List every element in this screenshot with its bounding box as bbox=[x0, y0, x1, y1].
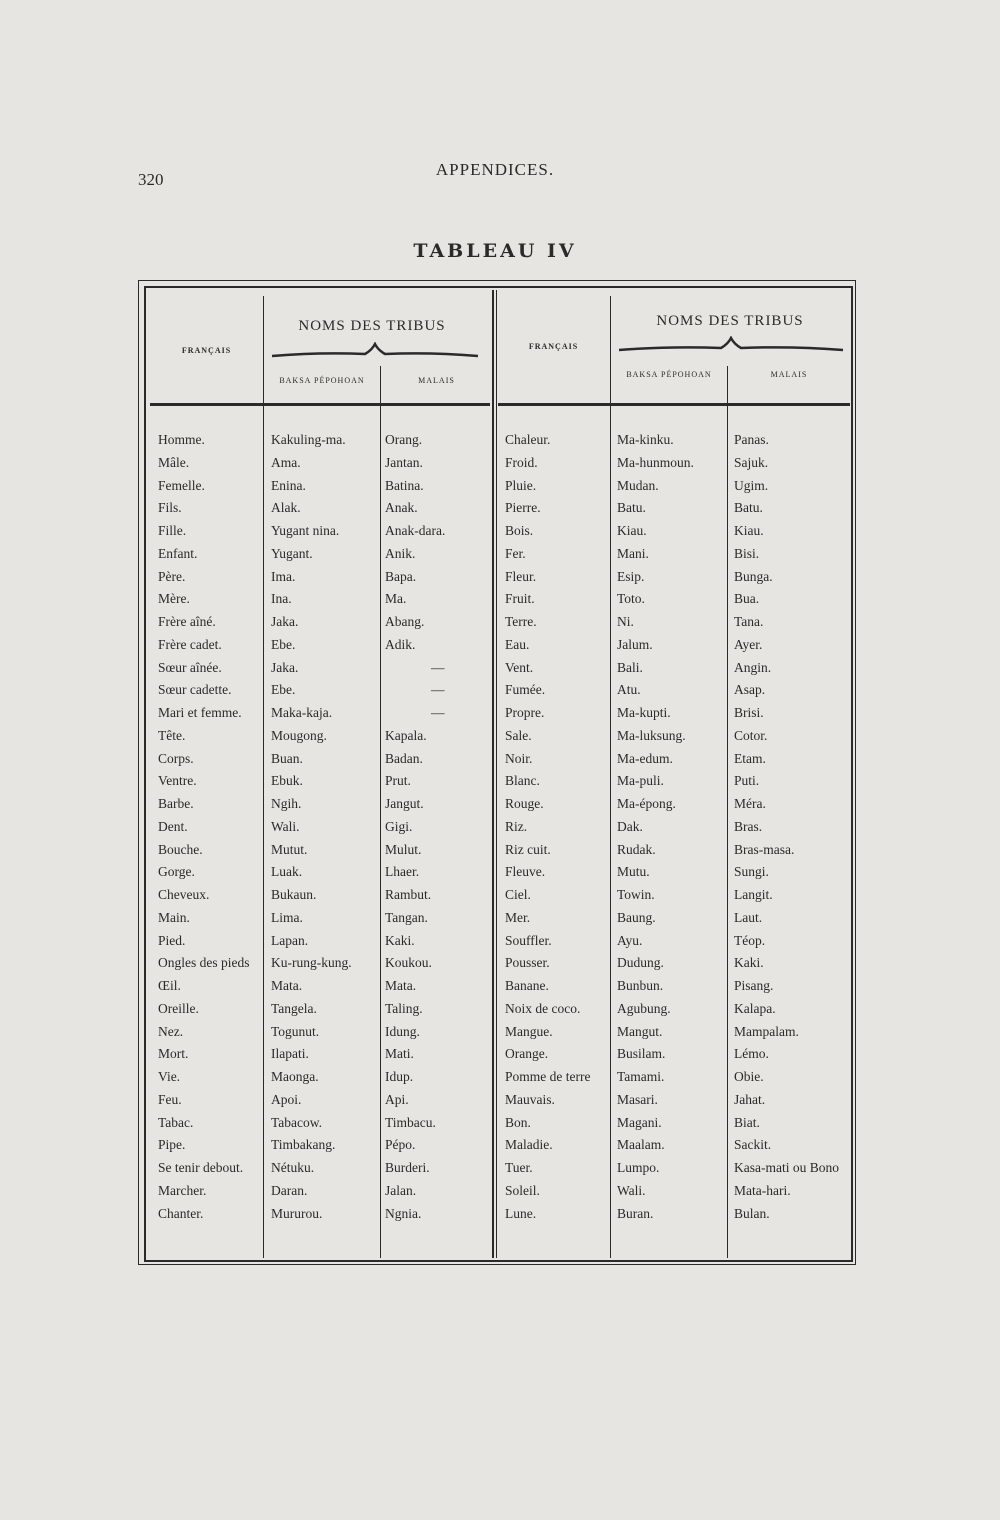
table-cell: Kalapa. bbox=[734, 1000, 776, 1016]
table-cell: Enfant. bbox=[158, 545, 198, 561]
table-cell: Mougong. bbox=[271, 727, 327, 743]
table-cell: Tamami. bbox=[617, 1069, 665, 1084]
table-cell: Cotor. bbox=[734, 727, 768, 743]
table-cell: Bunbun. bbox=[617, 978, 664, 993]
table-cell: Souffler. bbox=[505, 932, 552, 948]
table-cell: Luak. bbox=[271, 864, 303, 880]
table-cell: Bisi. bbox=[734, 545, 760, 561]
table-cell: Biat. bbox=[734, 1114, 760, 1130]
header-rule-right bbox=[498, 403, 850, 406]
table-cell: Burderi. bbox=[385, 1160, 430, 1175]
table-cell: Maladie. bbox=[505, 1137, 553, 1153]
table-cell: Esip. bbox=[617, 568, 645, 584]
table-cell: Idung. bbox=[385, 1023, 420, 1039]
table-cell: Ma-épong. bbox=[617, 796, 676, 811]
table-cell: Ciel. bbox=[505, 887, 531, 902]
table-cell: Kaki. bbox=[734, 955, 764, 971]
table-cell: Timbakang. bbox=[271, 1137, 336, 1153]
table-cell: Ma. bbox=[385, 591, 407, 607]
header-malais-left: MALAIS bbox=[418, 376, 455, 385]
table-cell: Frère cadet. bbox=[158, 636, 222, 652]
table-cell: Eau. bbox=[505, 636, 530, 652]
column-rule bbox=[610, 296, 611, 1258]
table-cell: Tabac. bbox=[158, 1114, 194, 1130]
table-cell: — bbox=[431, 659, 445, 675]
table-cell: Pluie. bbox=[505, 477, 537, 493]
table-cell: Fumée. bbox=[505, 682, 546, 698]
table-cell: Tana. bbox=[734, 614, 764, 629]
table-cell: Anak. bbox=[385, 500, 418, 516]
table-cell: Bulan. bbox=[734, 1205, 770, 1221]
table-cell: Rouge. bbox=[505, 796, 544, 811]
table-cell: Dent. bbox=[158, 818, 188, 834]
header-francais-right: FRANÇAIS bbox=[528, 342, 579, 351]
table-cell: Koukou. bbox=[385, 955, 432, 971]
column-malais-right bbox=[734, 429, 839, 1225]
table-cell: Asap. bbox=[734, 682, 766, 698]
header-brace-left bbox=[270, 342, 480, 360]
table-cell: Batu. bbox=[734, 500, 763, 516]
table-cell: Cheveux. bbox=[158, 887, 210, 902]
table-cell: Orang. bbox=[385, 432, 423, 447]
table-cell: Ni. bbox=[617, 614, 634, 629]
table-cell: Main. bbox=[158, 909, 190, 925]
table-cell: Nétuku. bbox=[271, 1160, 315, 1175]
column-francais-left bbox=[158, 429, 250, 1225]
table-cell: Frère aîné. bbox=[158, 614, 216, 629]
table-cell: Ma-edum. bbox=[617, 750, 673, 766]
table-cell: Adik. bbox=[385, 636, 416, 652]
table-cell: Mulut. bbox=[385, 841, 422, 857]
table-cell: Timbacu. bbox=[385, 1114, 436, 1130]
table-cell: Alak. bbox=[271, 500, 301, 516]
column-rule bbox=[263, 296, 264, 1258]
table-cell: Vie. bbox=[158, 1069, 181, 1084]
table-cell: Froid. bbox=[505, 454, 538, 470]
table-cell: Togunut. bbox=[271, 1023, 320, 1039]
table-cell: Vent. bbox=[505, 659, 534, 675]
table-cell: Pousser. bbox=[505, 955, 550, 971]
table-cell: Terre. bbox=[505, 614, 537, 629]
table-cell: Badan. bbox=[385, 750, 423, 766]
table-cell: Femelle. bbox=[158, 477, 205, 493]
table-cell: Jaka. bbox=[271, 659, 299, 675]
table-cell: Tête. bbox=[158, 727, 186, 743]
table-cell: Enina. bbox=[271, 477, 306, 493]
table-cell: Fils. bbox=[158, 500, 182, 516]
table-cell: Mata. bbox=[385, 978, 417, 993]
table-cell: Blanc. bbox=[505, 773, 540, 789]
table-cell: Lumpo. bbox=[617, 1160, 660, 1175]
table-cell: Homme. bbox=[158, 432, 205, 447]
table-cell: Jalan. bbox=[385, 1182, 417, 1198]
table-cell: Tuer. bbox=[505, 1160, 533, 1175]
table-cell: Se tenir debout. bbox=[158, 1160, 244, 1175]
header-brace-right bbox=[617, 336, 845, 354]
table-cell: Ama. bbox=[271, 454, 301, 470]
table-cell: Mort. bbox=[158, 1046, 189, 1062]
table-cell: Ngih. bbox=[271, 796, 302, 811]
table-cell: Ebe. bbox=[271, 636, 296, 652]
table-cell: Sale. bbox=[505, 727, 532, 743]
table-cell: Mampalam. bbox=[734, 1023, 799, 1039]
running-head: APPENDICES. bbox=[435, 160, 555, 179]
header-baksa-right: BAKSA PÉPOHOAN bbox=[626, 370, 712, 379]
table-cell: Wali. bbox=[617, 1182, 646, 1198]
table-cell: Toto. bbox=[617, 591, 645, 607]
table-cell: Mani. bbox=[617, 545, 649, 561]
header-noms-right: NOMS DES TRIBUS bbox=[656, 313, 804, 329]
table-cell: Ilapati. bbox=[271, 1046, 309, 1062]
table-cell: Batina. bbox=[385, 477, 424, 493]
table-cell: Puti. bbox=[734, 773, 760, 789]
table-cell: Ventre. bbox=[158, 773, 197, 789]
table-cell: Lune. bbox=[505, 1205, 537, 1221]
table-cell: Baung. bbox=[617, 909, 656, 925]
table-cell: Orange. bbox=[505, 1046, 549, 1062]
table-cell: Api. bbox=[385, 1091, 409, 1107]
table-cell: Mangut. bbox=[617, 1023, 663, 1039]
table-cell: Obie. bbox=[734, 1069, 764, 1084]
table-cell: Jaka. bbox=[271, 614, 299, 629]
table-cell: Jahat. bbox=[734, 1091, 766, 1107]
table-cell: Bois. bbox=[505, 523, 534, 538]
table-cell: Masari. bbox=[617, 1091, 658, 1107]
table-cell: Kiau. bbox=[734, 523, 764, 538]
table-cell: Anak-dara. bbox=[385, 523, 446, 538]
table-cell: Noix de coco. bbox=[505, 1000, 581, 1016]
table-cell: Ebe. bbox=[271, 682, 296, 698]
table-cell: Busilam. bbox=[617, 1046, 666, 1062]
table-cell: Langit. bbox=[734, 887, 773, 902]
table-cell: Riz cuit. bbox=[505, 841, 551, 857]
table-cell: Mururou. bbox=[271, 1205, 323, 1221]
table-cell: Yugant nina. bbox=[271, 523, 340, 538]
table-cell: — bbox=[431, 682, 445, 698]
table-cell: Sackit. bbox=[734, 1137, 772, 1153]
table-cell: Pied. bbox=[158, 932, 186, 948]
table-cell: Noir. bbox=[505, 750, 533, 766]
table-cell: Prut. bbox=[385, 773, 411, 789]
table-cell: Ku-rung-kung. bbox=[271, 955, 352, 971]
column-rule bbox=[380, 366, 381, 1258]
table-cell: Idup. bbox=[385, 1069, 414, 1084]
table-cell: Feu. bbox=[158, 1091, 182, 1107]
table-cell: Bali. bbox=[617, 659, 643, 675]
table-cell: Soleil. bbox=[505, 1182, 540, 1198]
table-cell: Chaleur. bbox=[505, 432, 551, 447]
table-cell: Jalum. bbox=[617, 636, 653, 652]
header-baksa-left: BAKSA PÉPOHOAN bbox=[279, 376, 365, 385]
table-cell: Fleur. bbox=[505, 568, 537, 584]
table-cell: Bon. bbox=[505, 1114, 531, 1130]
table-cell: Nez. bbox=[158, 1023, 184, 1039]
table-cell: Lima. bbox=[271, 909, 303, 925]
table-cell: Sajuk. bbox=[734, 454, 769, 470]
table-cell: Mata-hari. bbox=[734, 1182, 791, 1198]
table-cell: Ugim. bbox=[734, 477, 769, 493]
table-cell: Méra. bbox=[734, 796, 766, 811]
table-cell: Fleuve. bbox=[505, 864, 546, 880]
table-cell: Dudung. bbox=[617, 955, 664, 971]
table-cell: Bouche. bbox=[158, 841, 203, 857]
table-cell: Mer. bbox=[505, 909, 531, 925]
table-cell: Atu. bbox=[617, 682, 641, 698]
table-cell: Pipe. bbox=[158, 1137, 186, 1153]
table-cell: Fille. bbox=[158, 523, 187, 538]
table-title: TABLEAU IV bbox=[413, 240, 577, 262]
table-cell: Bras. bbox=[734, 818, 763, 834]
table-cell: Apoi. bbox=[271, 1091, 302, 1107]
header-francais-left: FRANÇAIS bbox=[181, 346, 232, 355]
table-cell: Père. bbox=[158, 568, 186, 584]
table-cell: Ma-kupti. bbox=[617, 705, 671, 720]
table-cell: Ina. bbox=[271, 591, 292, 607]
table-cell: Kasa-mati ou Bono bbox=[734, 1160, 839, 1175]
table-cell: Mangue. bbox=[505, 1023, 553, 1039]
table-cell: Mutu. bbox=[617, 864, 650, 880]
table-cell: Kakuling-ma. bbox=[271, 432, 346, 447]
table-cell: Pierre. bbox=[505, 500, 541, 516]
table-cell: Pisang. bbox=[734, 978, 774, 993]
table-cell: Gorge. bbox=[158, 864, 195, 880]
table-cell: Ima. bbox=[271, 568, 296, 584]
table-cell: Fruit. bbox=[505, 591, 535, 607]
table-cell: Ngnia. bbox=[385, 1205, 422, 1221]
table-cell: Riz. bbox=[505, 818, 528, 834]
table-cell: Bunga. bbox=[734, 568, 773, 584]
table-cell: Yugant. bbox=[271, 545, 313, 561]
table-cell: Lémo. bbox=[734, 1046, 769, 1062]
table-cell: Kiau. bbox=[617, 523, 647, 538]
table-cell: Abang. bbox=[385, 614, 425, 629]
table-cell: Ma-kinku. bbox=[617, 432, 674, 447]
table-cell: Tabacow. bbox=[271, 1114, 323, 1130]
table-cell: Wali. bbox=[271, 818, 300, 834]
table-cell: Pépo. bbox=[385, 1137, 416, 1153]
table-cell: Chanter. bbox=[158, 1205, 204, 1221]
table-cell: Pomme de terre bbox=[505, 1069, 591, 1084]
table-cell: Œil. bbox=[158, 978, 181, 993]
column-baksa-right bbox=[617, 429, 694, 1225]
table-cell: Gigi. bbox=[385, 818, 413, 834]
table-cell: Bukaun. bbox=[271, 887, 317, 902]
table-cell: Mère. bbox=[158, 591, 190, 607]
column-baksa-left bbox=[271, 429, 352, 1225]
table-cell: — bbox=[431, 705, 445, 720]
table-cell: Lhaer. bbox=[385, 864, 420, 880]
table-cell: Fer. bbox=[505, 545, 526, 561]
table-cell: Mutut. bbox=[271, 841, 308, 857]
table-cell: Corps. bbox=[158, 750, 194, 766]
header-noms-left: NOMS DES TRIBUS bbox=[298, 318, 446, 334]
table-cell: Towin. bbox=[617, 887, 655, 902]
table-cell: Rambut. bbox=[385, 887, 432, 902]
table-cell: Anik. bbox=[385, 545, 416, 561]
table-cell: Propre. bbox=[505, 705, 545, 720]
table-cell: Taling. bbox=[385, 1000, 423, 1016]
table-cell: Mari et femme. bbox=[158, 705, 242, 720]
table-cell: Jangut. bbox=[385, 796, 424, 811]
table-cell: Bras-masa. bbox=[734, 841, 795, 857]
column-rule bbox=[492, 290, 494, 1258]
table-cell: Tangela. bbox=[271, 1000, 317, 1016]
table-cell: Ayer. bbox=[734, 636, 763, 652]
table-cell: Ma-luksung. bbox=[617, 727, 686, 743]
column-rule bbox=[496, 290, 497, 1258]
table-cell: Maonga. bbox=[271, 1069, 319, 1084]
table-cell: Bua. bbox=[734, 591, 760, 607]
table-cell: Sœur cadette. bbox=[158, 682, 232, 698]
table-cell: Panas. bbox=[734, 432, 769, 447]
table-cell: Maka-kaja. bbox=[271, 705, 333, 720]
table-cell: Buran. bbox=[617, 1205, 654, 1221]
table-cell: Magani. bbox=[617, 1114, 662, 1130]
table-cell: Sungi. bbox=[734, 864, 769, 880]
table-cell: Rudak. bbox=[617, 841, 656, 857]
table-cell: Banane. bbox=[505, 978, 549, 993]
table-cell: Kapala. bbox=[385, 727, 427, 743]
table-cell: Buan. bbox=[271, 750, 303, 766]
table-cell: Ayu. bbox=[617, 932, 643, 948]
table-cell: Kaki. bbox=[385, 932, 415, 948]
table-cell: Bapa. bbox=[385, 568, 417, 584]
table-cell: Mati. bbox=[385, 1046, 414, 1062]
table-cell: Oreille. bbox=[158, 1000, 199, 1016]
table-cell: Jantan. bbox=[385, 454, 423, 470]
table-cell: Agubung. bbox=[617, 1000, 671, 1016]
table-cell: Mâle. bbox=[158, 454, 190, 470]
header-malais-right: MALAIS bbox=[770, 370, 808, 379]
column-francais-right bbox=[505, 429, 590, 1225]
table-cell: Ongles des pieds bbox=[158, 955, 250, 971]
table-cell: Mudan. bbox=[617, 477, 659, 493]
column-malais-left bbox=[385, 429, 445, 1225]
table-cell: Ma-puli. bbox=[617, 773, 664, 789]
table-cell: Angin. bbox=[734, 659, 772, 675]
table-cell: Etam. bbox=[734, 750, 766, 766]
table-cell: Ma-hunmoun. bbox=[617, 454, 694, 470]
table-cell: Lapan. bbox=[271, 932, 309, 948]
table-cell: Barbe. bbox=[158, 796, 194, 811]
table-cell: Mauvais. bbox=[505, 1091, 555, 1107]
table-cell: Maalam. bbox=[617, 1137, 665, 1153]
table-cell: Téop. bbox=[734, 932, 766, 948]
table-cell: Mata. bbox=[271, 978, 303, 993]
table-cell: Daran. bbox=[271, 1182, 308, 1198]
table-cell: Dak. bbox=[617, 818, 643, 834]
table-cell: Batu. bbox=[617, 500, 646, 516]
page-number: 320 bbox=[138, 170, 164, 189]
table-cell: Sœur aînée. bbox=[158, 659, 222, 675]
table-cell: Laut. bbox=[734, 909, 763, 925]
table-cell: Brisi. bbox=[734, 705, 764, 720]
column-rule bbox=[727, 366, 728, 1258]
header-rule-left bbox=[150, 403, 490, 406]
table-cell: Tangan. bbox=[385, 909, 428, 925]
table-cell: Marcher. bbox=[158, 1182, 207, 1198]
table-cell: Ebuk. bbox=[271, 773, 303, 789]
